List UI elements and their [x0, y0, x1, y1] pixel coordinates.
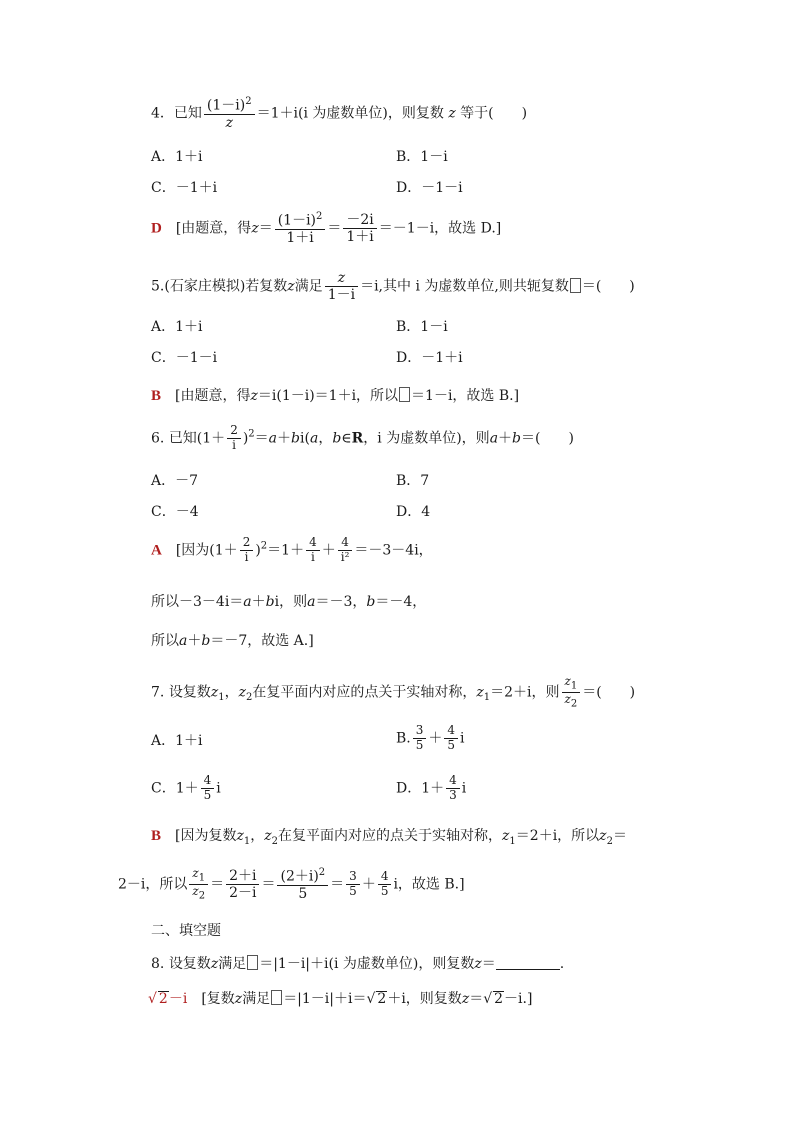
q6-stem: 6. 已知(1＋ $\frac{2}{i}$ )$^2$＝a＋bi(a，b∈R，i 为虚数单位)，则a＋b＝( )	[151, 423, 574, 452]
q4-option-d: D．－1－i	[396, 180, 463, 196]
q4-option-a: A．1＋i	[151, 149, 203, 165]
q7-option-d: D．1＋ $\frac{4}{3}$ i	[396, 773, 467, 802]
q6-answer: A	[151, 542, 162, 559]
q4-answer: D	[151, 220, 162, 237]
q8-number: 8.	[151, 956, 165, 972]
q4-stem: 4．已知 $\frac{(1-i)^2}{z}$ ＝1＋i(i 为虚数单位)，则复数 z 等于( )	[151, 96, 528, 131]
q4-fraction: $\frac{(1-i)^2}{z}$	[204, 96, 255, 131]
q7-solution-line2: 2－i，所以 $\frac{z_1}{z_2}$ ＝ $\frac{2+i}{2-i}$ ＝ $\frac{(2+i)^2}{5}$ ＝ $\frac{3}{5}$ ＋ $\frac{4}{5}$ i，故选 B.]	[118, 866, 465, 902]
q5-option-c: C．－1－i	[151, 350, 218, 366]
q8-stem: 8. 设复数z满足 ＝|1－i|＋i(i 为虚数单位)，则复数z＝ .	[151, 956, 565, 972]
q7-option-b: B. $\frac{3}{5}$ ＋ $\frac{4}{5}$ i	[396, 723, 465, 752]
q6-solution-line2: 所以－3－4i＝a＋bi，则a＝－3，b＝－4，	[151, 594, 427, 610]
q7-stem: 7. 设复数$z_1$，$z_2$在复平面内对应的点关于实轴对称，$z_1=2+i$，则 $\frac{z_1}{z_2}$ ＝( )	[151, 674, 636, 710]
conjugate-placeholder-icon	[247, 955, 258, 970]
q6-number: 6.	[151, 430, 165, 447]
conjugate-placeholder-icon	[570, 278, 581, 293]
q7-solution: B [因为复数$z_1$，$z_2$在复平面内对应的点关于实轴对称，$z_1=2+i$，所以$z_2=$	[151, 828, 627, 847]
q6-solution-line3: 所以a＋b＝－7，故选 A.]	[151, 633, 314, 649]
q7-answer: B	[151, 828, 162, 844]
q5-option-d: D．－1＋i	[396, 350, 463, 366]
q4-option-c: C．－1＋i	[151, 180, 218, 196]
q5-number: 5.	[151, 278, 165, 295]
q7-option-c: C．1＋ $\frac{4}{5}$ i	[151, 773, 221, 802]
q4-solution: D [由题意，得z＝ $\frac{(1-i)^2}{1+i}$ ＝ $\frac{-2i}{1+i}$ ＝－1－i，故选 D.]	[151, 211, 502, 246]
q8-answer: √ 2－i	[148, 991, 188, 1007]
section-title: 二、填空题	[151, 923, 221, 939]
q7-number: 7.	[151, 684, 165, 701]
q6-option-d: D．4	[396, 504, 431, 520]
q4-number: 4	[151, 105, 160, 122]
q5-solution: B [由题意，得z＝i(1－i)＝1＋i，所以 ＝1－i，故选 B.]	[151, 388, 520, 404]
q6-option-c: C．－4	[151, 504, 199, 520]
q4-option-b: B．1－i	[396, 149, 448, 165]
q6-solution: A [因为(1＋ $\frac{2}{i}$ )$^2$＝1＋ $\frac{4}{i}$ ＋ $\frac{4}{\text{i²}}$ ＝－3－4i，	[151, 535, 433, 564]
q7-option-a: A．1＋i	[151, 733, 203, 749]
q6-option-b: B．7	[396, 473, 430, 489]
conjugate-placeholder-icon	[399, 387, 410, 402]
answer-blank	[496, 969, 560, 970]
q6-option-a: A．－7	[151, 473, 199, 489]
q8-solution: √ 2－i [复数z满足 ＝|1－i|＋i＝√ 2＋i，则复数z＝√ 2－i.]	[148, 991, 533, 1007]
q5-answer: B	[151, 388, 162, 404]
q5-option-a: A．1＋i	[151, 319, 203, 335]
q5-stem: 5.(石家庄模拟)若复数z满足 $\frac{z}{1-i}$ ＝i,其中 i 为虚数单位,则共轭复数 ＝( )	[151, 270, 635, 304]
q5-option-b: B．1－i	[396, 319, 448, 335]
conjugate-placeholder-icon	[271, 990, 282, 1005]
